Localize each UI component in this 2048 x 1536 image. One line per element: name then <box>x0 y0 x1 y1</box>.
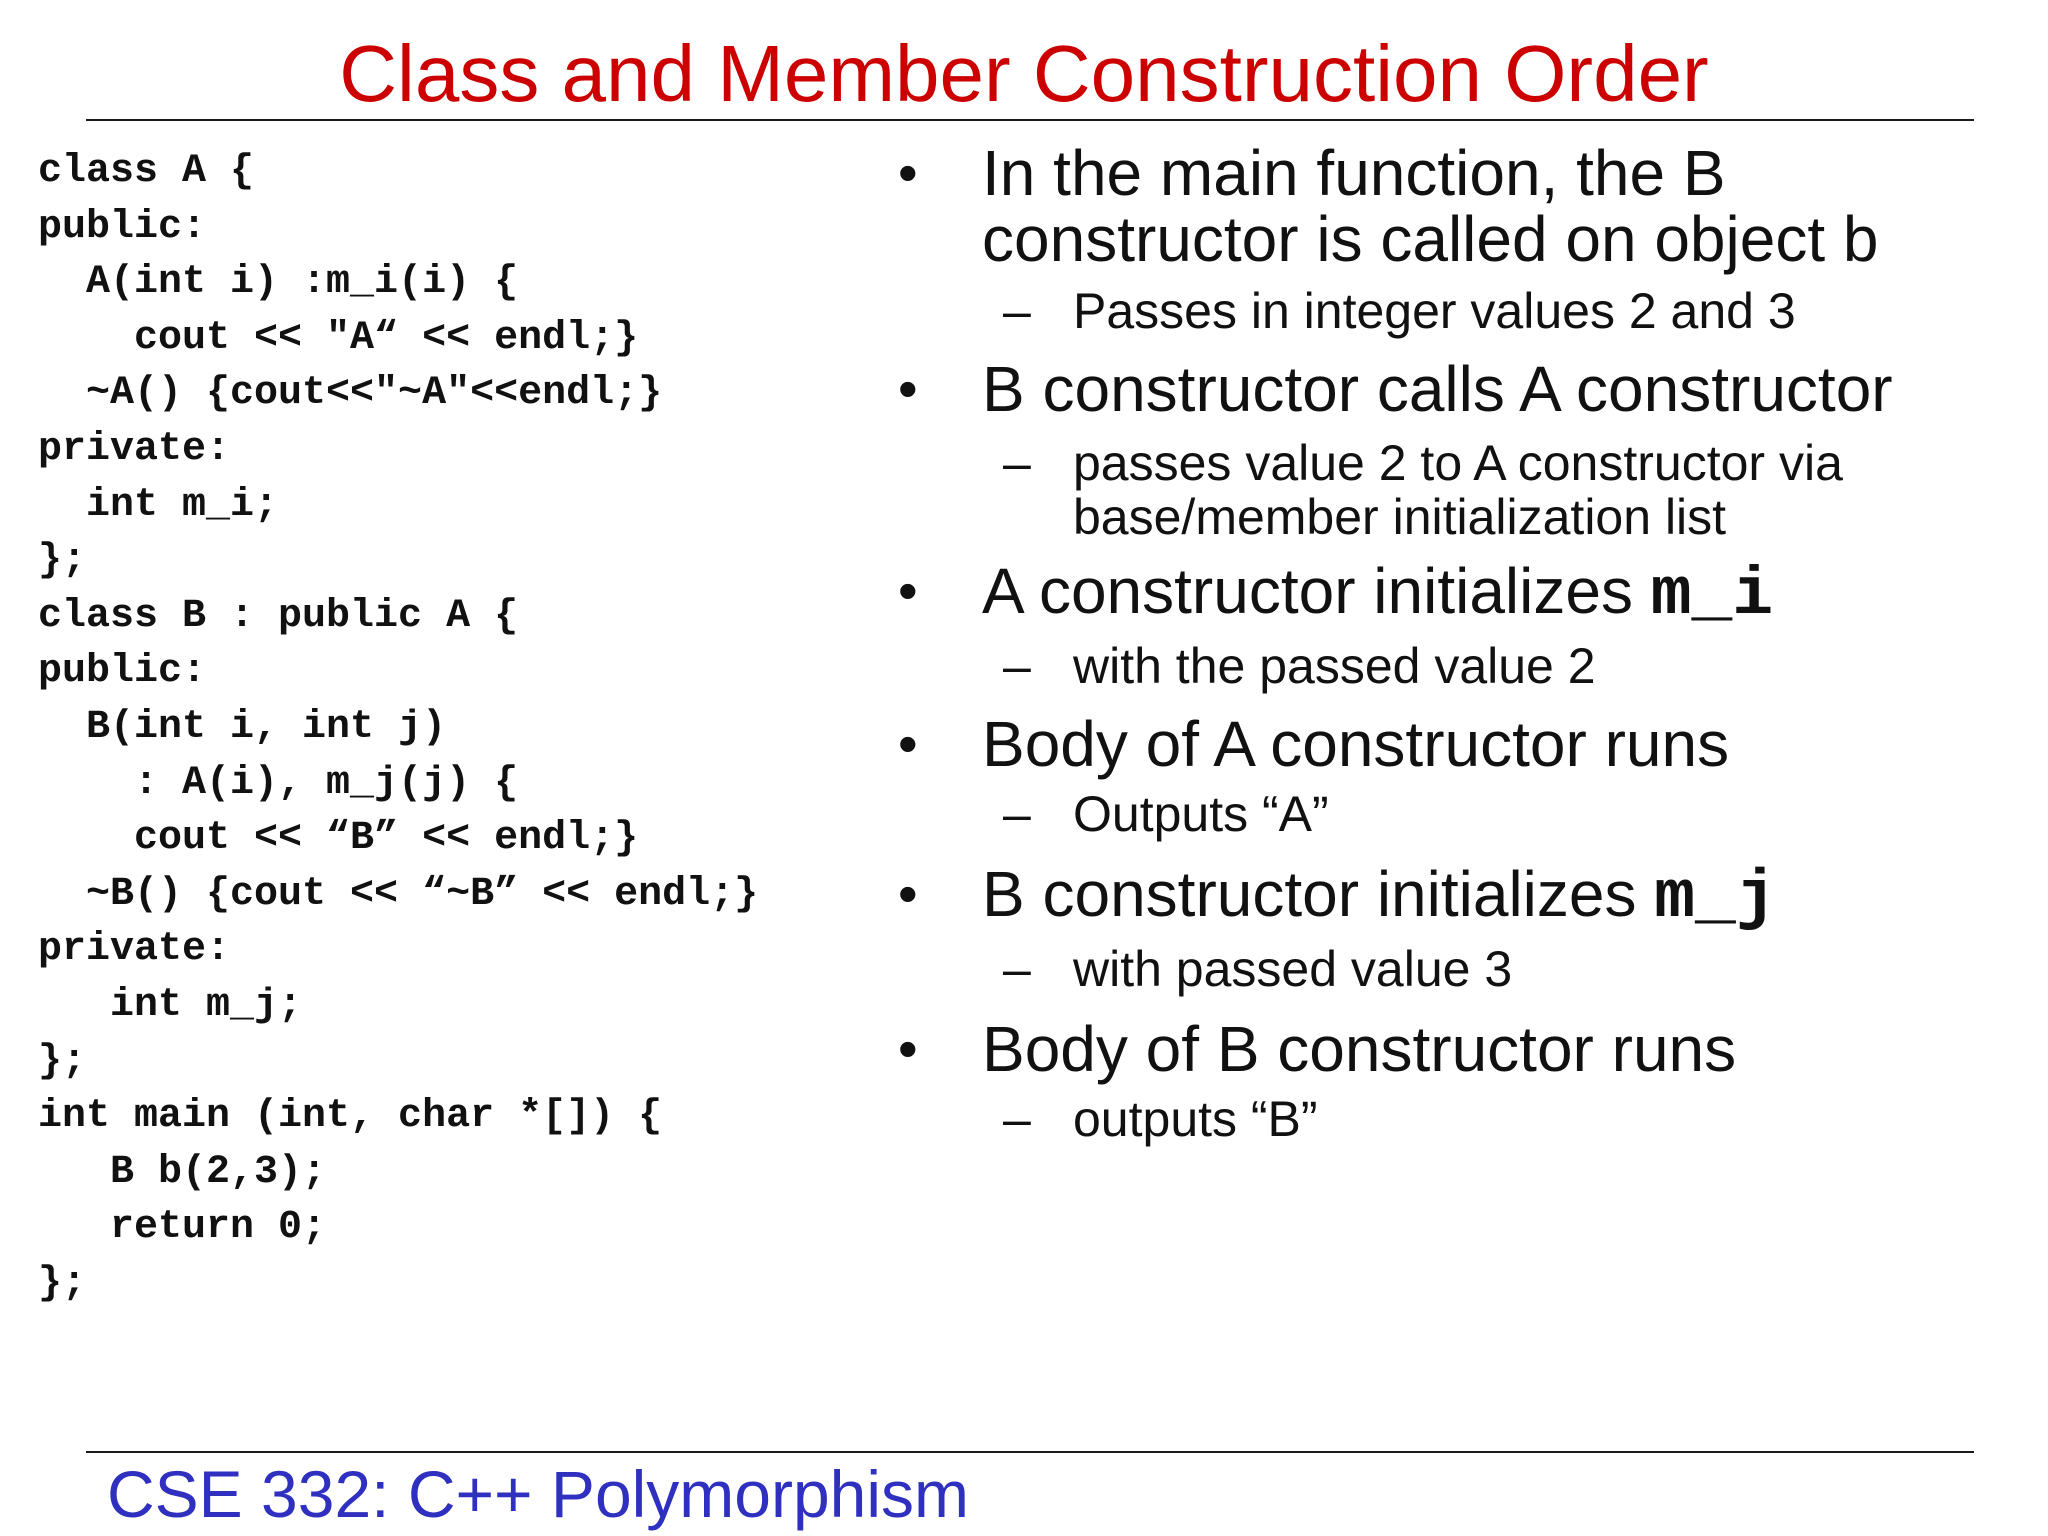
code-line: B b(2,3); <box>38 1149 327 1195</box>
bullet-marker: • <box>898 141 918 204</box>
sub-bullet-text: with the passed value 2 <box>1073 638 1596 694</box>
code-line: public: <box>38 649 207 695</box>
bullet-marker: • <box>898 1017 918 1080</box>
code-line: int m_j; <box>38 982 303 1028</box>
code-line: class B : public A { <box>38 593 519 639</box>
sub-bullet-item <box>898 942 2008 996</box>
bullet-marker: • <box>898 862 918 925</box>
code-line: }; <box>38 1038 87 1084</box>
sub-bullet-item <box>898 284 2008 338</box>
bullet-list <box>898 137 2008 1147</box>
code-line: cout << "A“ << endl;} <box>38 315 639 361</box>
sub-bullet-marker: – <box>1003 941 1031 997</box>
sub-bullet-text: outputs “B” <box>1073 1091 1318 1147</box>
sub-bullet-text: passes value 2 to A constructor via base/member initialization list <box>1073 435 1843 545</box>
code-line: class A { <box>38 149 255 194</box>
code-line: A(int i) :m_i(i) { <box>38 260 519 306</box>
bullet-item <box>898 858 2008 937</box>
sub-bullet-marker: – <box>1003 1091 1031 1147</box>
sub-bullet-marker: – <box>1003 283 1031 339</box>
title-divider <box>86 119 1974 121</box>
bullet-item <box>898 353 2008 425</box>
bullet-marker: • <box>898 712 918 775</box>
bullet-text: Body of A constructor runs <box>982 708 1730 780</box>
sub-bullet-marker: – <box>1003 638 1031 694</box>
code-line: }; <box>38 1260 87 1306</box>
code-line: ~A() {cout<<"~A"<<endl;} <box>38 371 663 417</box>
sub-bullet-text: Passes in integer values 2 and 3 <box>1073 283 1796 339</box>
bullet-text: A constructor initializes <box>982 555 1651 627</box>
footer-divider <box>86 1451 1974 1453</box>
sub-bullet-marker: – <box>1003 786 1031 842</box>
slide-title: Class and Member Construction Order <box>339 29 1709 118</box>
code-line: ~B() {cout << “~B” << endl;} <box>38 871 759 917</box>
bullet-item <box>898 1013 2008 1085</box>
code-line: private: <box>38 426 231 472</box>
code-line: int main (int, char *[]) { <box>38 1094 663 1140</box>
sub-bullet-marker: – <box>1003 435 1031 491</box>
code-line: return 0; <box>38 1205 327 1251</box>
sub-bullet-text: with passed value 3 <box>1073 941 1513 997</box>
code-line: private: <box>38 927 231 973</box>
sub-bullet-item <box>898 1092 2008 1146</box>
code-line: }; <box>38 538 87 584</box>
code-line: B(int i, int j) <box>38 704 447 750</box>
bullet-text: B constructor initializes <box>982 858 1655 930</box>
bullet-item <box>898 555 2008 634</box>
code-listing <box>38 144 758 1311</box>
course-footer: CSE 332: C++ Polymorphism <box>107 1457 970 1531</box>
bullet-marker: • <box>898 559 918 622</box>
bullet-text: B constructor calls A constructor <box>982 353 1893 425</box>
code-line: public: <box>38 204 207 250</box>
bullet-item <box>898 137 2008 275</box>
code-line: int m_i; <box>38 482 279 528</box>
member-code: m_j <box>1654 860 1777 937</box>
sub-bullet-item <box>898 436 2008 544</box>
sub-bullet-item <box>898 787 2008 841</box>
bullet-item <box>898 708 2008 780</box>
sub-bullet-text: Outputs “A” <box>1073 786 1329 842</box>
bullet-marker: • <box>898 357 918 420</box>
bullet-text: Body of B constructor runs <box>982 1013 1737 1085</box>
bullet-text: In the main function, the B constructor is called on object b <box>982 137 1879 275</box>
code-line: : A(i), m_j(j) { <box>38 760 519 806</box>
member-code: m_i <box>1650 557 1774 634</box>
code-line: cout << “B” << endl;} <box>38 816 639 862</box>
sub-bullet-item <box>898 639 2008 693</box>
